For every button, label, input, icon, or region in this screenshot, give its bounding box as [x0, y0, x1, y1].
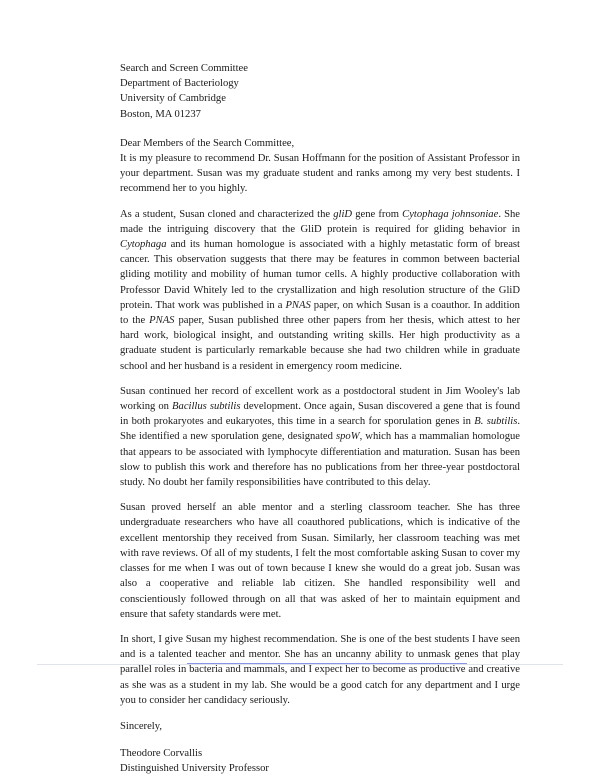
paragraph-graduate-work: As a student, Susan cloned and characterized the gliD gene from Cytophaga johnsoniae. She made the intriguing discovery that the GliD protein is required for gliding behavior in Cytophaga and its human homologue is associated with a highly metastatic form of breast cancer. This observation suggests that there may be features in common between bacterial gliding motility and mobility of human tumor cells. A highly productive collaboration with Professor David Whitely led to the crystallization and high resolution structure of the GliD protein. That work was published in a PNAS paper, on which Susan is a coauthor. In addition to the PNAS paper, Susan published three other papers from her thesis, which attest to her hard work, biological insight, and outstanding writing skills. Her high productivity as a graduate student is particularly remarkable because she had two children while in graduate school and her husband is a resident in emergency room medicine. [120, 208, 521, 372]
page-divider-accent [187, 663, 467, 664]
address-line: Boston, MA 01237 [120, 108, 201, 120]
letter-body [120, 61, 520, 777]
closing: Sincerely, [120, 720, 162, 732]
salutation: Dear Members of the Search Committee, [120, 137, 295, 149]
address-line: Search and Screen Committee [120, 63, 248, 74]
paragraph-conclusion: In short, I give Susan my highest recommendation. She is one of the best students I have seen and is a talented teacher and mentor. She has an uncanny ability to unmask genes that play parallel roles in bacteria and mammals, and I expect her to become as productive and creative as she was as a student in my lab. She would be a good catch for any department and I urge you to consider her candidacy seriously. [120, 633, 520, 706]
paragraph-mentoring: Susan proved herself an able mentor and a sterling classroom teacher. She has three undergraduate researchers who have all coauthored publications, which is indicative of the excellent mentorship they received from Susan. Similarly, her classroom teaching was met with rave reviews. Of all of my students, I felt the most comfortable asking Susan to cover my classes for me when I was out of town because I knew she would do a great job. Susan was also a cooperative and reliable lab citizen. She handled responsibility well and conscientiously followed through on all that was asked of her to maintain equipment and ensure that safety standards were met. [120, 502, 520, 620]
recipient-address [120, 61, 520, 122]
address-line: University of Cambridge [120, 93, 226, 105]
paragraph-postdoc-work: Susan continued her record of excellent work as a postdoctoral student in Jim Wooley's lab working on Bacillus subtilis development. Once again, Susan discovered a gene that is found in both prokaryotes and eukaryotes, this time in a search for sporulation genes in B. subtilis. She identified a new sporulation gene, designated spoW, which has a mammalian homologue that appears to be associated with lymphocyte differentiation and maturation. Susan has been slow to publish this work and therefore has no publications from her three-year postdoctoral study. No doubt her family responsibilities have contributed to this delay. [120, 385, 521, 489]
address-line: Department of Bacteriology [120, 78, 239, 90]
page-divider [37, 664, 563, 665]
signer-name: Theodore Corvallis [120, 748, 203, 760]
paragraph-intro: It is my pleasure to recommend Dr. Susan Hoffmann for the position of Assistant Professor in your department. Susan was my graduate student and ranks among my very best students. I recommend her to you highly. [120, 153, 520, 195]
signer-title: Distinguished University Professor [120, 763, 269, 775]
signature-block [120, 746, 520, 776]
